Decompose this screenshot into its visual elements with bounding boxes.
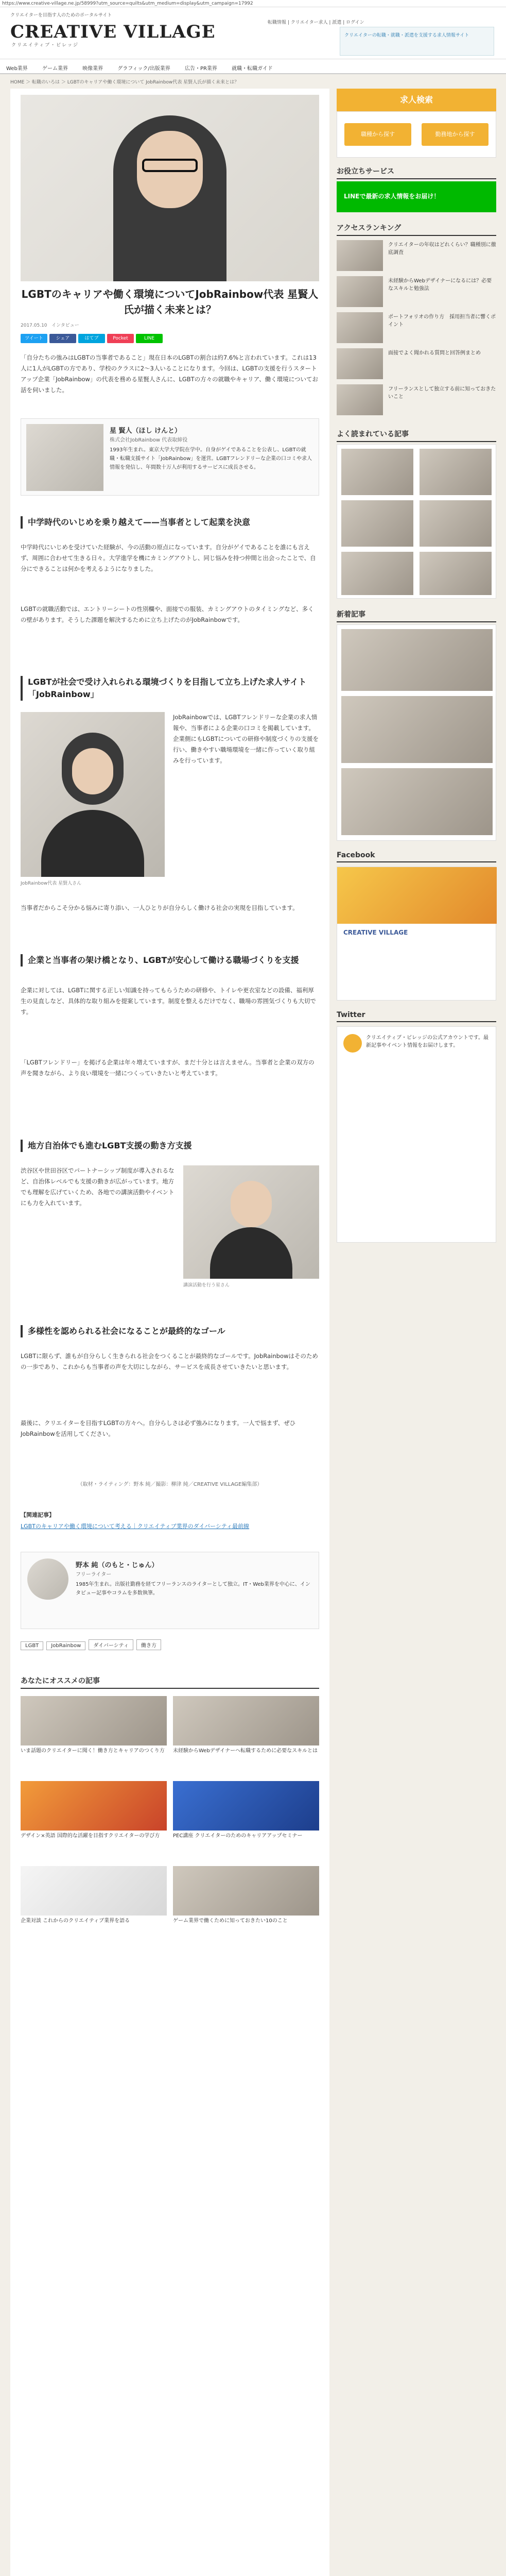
new-article-thumbnail[interactable] <box>341 629 493 691</box>
profile-box <box>21 418 319 496</box>
ranking-thumbnail <box>337 348 383 379</box>
related-heading: 【関連記事】 <box>21 1512 55 1518</box>
recommend-title: 企業対談 これからのクリエイティブ業界を語る <box>21 1918 130 1924</box>
person-body <box>210 1227 292 1279</box>
article-date: 2017.05.10 <box>21 323 47 328</box>
recommend-title: いま話題のクリエイターに聞く！働き方とキャリアのつくり方 <box>21 1748 165 1754</box>
popular-thumbnail[interactable] <box>341 449 413 495</box>
new-article-thumbnail[interactable] <box>341 696 493 763</box>
section-heading-1: 中学時代のいじめを乗り越えて——当事者として起業を決意 <box>21 516 319 529</box>
ranking-title: フリーランスとして独立する前に知っておきたいこと <box>388 386 496 400</box>
header-links[interactable]: 転職情報 | クリエイター求人 | 派遣 | ログイン <box>268 20 364 25</box>
nav-item-ad[interactable]: 広告・PR業界 <box>184 66 217 72</box>
popular-thumbnail[interactable] <box>420 552 492 595</box>
nav-item-game[interactable]: ゲーム業界 <box>42 66 68 72</box>
paragraph-2: LGBTの就職活動では、エントリーシートの性別欄や、面接での服装、カミングアウトのタイミングなど、多くの壁があります。そうした課題を解決するために立ち上げたのがJobRainbowです。 <box>21 605 314 623</box>
site-tagline: クリエイターを目指す人のためのポータルサイト <box>10 13 112 18</box>
tag-list <box>21 1639 319 1650</box>
paragraph-4: 当事者だからこそ分かる悩みに寄り添い、一人ひとりが自分らしく働ける社会の実現を目指しています。 <box>21 904 299 911</box>
ranking-item[interactable] <box>337 274 496 310</box>
recommend-title: デザイン×英語 国際的な活躍を目指すクリエイターの学び方 <box>21 1833 160 1839</box>
recommend-thumbnail <box>21 1781 167 1831</box>
popular-thumbnail[interactable] <box>341 500 413 547</box>
interview-photo-2 <box>183 1165 319 1279</box>
nav-item-web[interactable]: Web業界 <box>6 66 28 72</box>
profile-photo <box>26 424 103 491</box>
facebook-page-name[interactable]: CREATIVE VILLAGE <box>343 929 408 936</box>
ranking-thumbnail <box>337 384 383 415</box>
ranking-item[interactable] <box>337 382 496 418</box>
related-link[interactable]: LGBTのキャリアや働く環境について考える｜クリエイティブ業界のダイバーシティ最前線 <box>21 1523 250 1530</box>
popular-heading: よく読まれている記事 <box>337 429 496 442</box>
site-header <box>0 7 506 59</box>
site-logo-sub: クリエイティブ・ビレッジ <box>11 43 79 48</box>
paragraph-5: 企業に対しては、LGBTに関する正しい知識を持ってもらうための研修や、トイレや更衣室などの設備、福利厚生の見直しなど、具体的な取り組みを提案しています。制度を整えるだけでなく、職場の雰囲気づくりも大切です。 <box>21 987 316 1015</box>
share-hatena-button[interactable]: はてブ <box>78 334 105 343</box>
photo-caption-1: JobRainbow代表 星賢人さん <box>21 881 82 886</box>
site-logo[interactable]: CREATIVE VILLAGE <box>10 22 216 42</box>
nav-item-video[interactable]: 映像業界 <box>82 66 103 72</box>
job-search-box <box>337 111 496 158</box>
breadcrumb[interactable]: HOME ＞ 転職のいろは ＞ LGBTのキャリアや働く環境について JobRainbow代表 星賢人氏が描く未来とは？ <box>10 80 239 85</box>
tag-item[interactable]: ダイバーシティ <box>89 1639 133 1650</box>
share-pocket-button[interactable]: Pocket <box>107 334 134 343</box>
ranking-heading: アクセスランキング <box>337 223 496 236</box>
section-heading-2: LGBTが社会で受け入れられる環境づくりを目指して立ち上げた求人サイト「JobRainbow」 <box>21 676 319 701</box>
person-face <box>72 748 113 794</box>
recommend-thumbnail <box>21 1696 167 1745</box>
hero-image <box>21 95 319 281</box>
popular-thumbnail[interactable] <box>420 449 492 495</box>
recommend-thumbnail <box>21 1866 167 1916</box>
author-avatar <box>27 1558 68 1600</box>
article-meta <box>21 321 319 332</box>
author-text: 1985年生まれ。出版社勤務を経てフリーランスのライターとして独立。IT・Web業界を中心に、インタビュー記事やコラムを多数執筆。 <box>76 1582 310 1596</box>
facebook-widget[interactable] <box>337 867 496 1001</box>
tag-item[interactable]: LGBT <box>21 1641 43 1650</box>
share-twitter-button[interactable]: ツイート <box>21 334 47 343</box>
ranking-list <box>337 238 496 418</box>
search-by-area-button[interactable]: 勤務地から探す <box>422 123 488 146</box>
article-main <box>10 89 329 2576</box>
author-box <box>21 1552 319 1629</box>
ranking-title: 未経験からWebデザイナーになるには？必要なスキルと勉強法 <box>388 278 492 292</box>
new-article-thumbnail[interactable] <box>341 768 493 835</box>
ranking-title: ポートフォリオの作り方 採用担当者に響くポイント <box>388 314 496 328</box>
facebook-cover <box>337 867 497 924</box>
author-role: フリーライター <box>76 1572 112 1578</box>
article-intro: 「自分たちの強みはLGBTの当事者であること」現在日本のLGBTの割合は約7.6%と言われています。これは13人に1人がLGBTの方であり、学校のクラスに2〜3人いることになります。今回は、LGBTの支援を行うスタートアップ企業「JobRainbow」の代表を務める星賢人さんに、LGBTの方々の就職やキャリア、働く環境についてお話を伺いました。 <box>21 354 319 394</box>
person-face <box>231 1181 272 1227</box>
ranking-item[interactable] <box>337 238 496 274</box>
article-category[interactable]: インタビュー <box>51 323 79 328</box>
section-heading-3: 企業と当事者の架け橋となり、LGBTが安心して働ける職場づくりを支援 <box>21 954 319 967</box>
facebook-heading: Facebook <box>337 851 496 862</box>
profile-name: 星 賢人（ほし けんと） <box>110 427 182 435</box>
person-body <box>41 810 144 877</box>
article-title: LGBTのキャリアや働く環境についてJobRainbow代表 星賢人氏が描く未来とは？ <box>21 288 319 316</box>
recommend-card[interactable] <box>173 1781 319 1858</box>
browser-url-bar[interactable]: https://www.creative-village.ne.jp/58999?utm_source=quilts&utm_medium=display&utm_campaign=17992 <box>0 0 506 7</box>
recommend-card[interactable] <box>21 1866 167 1943</box>
ranking-title: クリエイターの年収はどれくらい？職種別に徹底調査 <box>388 242 496 256</box>
recommend-card[interactable] <box>21 1696 167 1773</box>
recommend-title: ゲーム業界で働くために知っておきたい10のこと <box>173 1918 288 1924</box>
recommend-thumbnail <box>173 1781 319 1831</box>
recommend-title: PEC講座 クリエイターのためのキャリアアップセミナー <box>173 1833 303 1839</box>
recommend-heading: あなたにオススメの記事 <box>21 1675 319 1689</box>
new-articles-list <box>337 624 496 841</box>
search-by-type-button[interactable]: 職種から探す <box>344 123 411 146</box>
recommend-thumbnail <box>173 1866 319 1916</box>
ranking-item[interactable] <box>337 310 496 346</box>
service-heading: お役立ちサービス <box>337 166 496 179</box>
glasses-icon <box>142 159 198 172</box>
recommend-thumbnail <box>173 1696 319 1745</box>
profile-role: 株式会社JobRainbow 代表取締役 <box>110 437 188 443</box>
global-nav <box>0 59 506 74</box>
photo-caption-2: 講演活動を行う星さん <box>183 1283 230 1288</box>
tag-item[interactable]: JobRainbow <box>46 1641 85 1650</box>
nav-item-graphic[interactable]: グラフィック/出版業界 <box>117 66 170 72</box>
section-heading-5: 多様性を認められる社会になることが最終的なゴール <box>21 1325 319 1337</box>
tag-item[interactable]: 働き方 <box>136 1639 161 1650</box>
recommend-card[interactable] <box>21 1781 167 1858</box>
ranking-item[interactable] <box>337 346 496 382</box>
header-banner[interactable]: クリエイターの転職・就職・派遣を支援する求人情報サイト <box>340 27 494 56</box>
twitter-widget[interactable] <box>337 1026 496 1243</box>
share-line-button[interactable]: LINE <box>136 334 163 343</box>
ranking-thumbnail <box>337 276 383 307</box>
popular-list <box>337 444 496 599</box>
paragraph-8: LGBTに限らず、誰もが自分らしく生きられる社会をつくることが最終的なゴールです。JobRainbowはそのための一歩であり、これからも当事者の声を大切にしながら、サービスを成長させていきたいと思います。 <box>21 1352 318 1370</box>
new-articles-heading: 新着記事 <box>337 609 496 622</box>
author-name: 野本 純（のもと・じゅん） <box>76 1562 159 1569</box>
ranking-title: 面接でよく聞かれる質問と回答例まとめ <box>388 350 481 356</box>
share-facebook-button[interactable]: シェア <box>49 334 76 343</box>
recommend-title: 未経験からWebデザイナーへ転職するために必要なスキルとは <box>173 1748 318 1754</box>
popular-thumbnail[interactable] <box>420 500 492 547</box>
paragraph-7: 渋谷区や世田谷区でパートナーシップ制度が導入されるなど、自治体レベルでも支援の動きが広がっています。地方でも理解を広げていくため、各地での講演活動やイベントにも力を入れています。 <box>21 1167 175 1207</box>
line-banner[interactable]: LINEで最新の求人情報をお届け！ <box>337 181 496 212</box>
twitter-avatar <box>343 1034 362 1053</box>
twitter-text: クリエイティブ・ビレッジの公式アカウントです。最新記事やイベント情報をお届けします。 <box>366 1035 488 1048</box>
ranking-thumbnail <box>337 312 383 343</box>
nav-item-guide[interactable]: 就職・転職ガイド <box>232 66 273 72</box>
paragraph-6: 「LGBTフレンドリー」を掲げる企業は年々増えていますが、まだ十分とは言えません。当事者と企業の双方の声を聞きながら、より良い環境を一緒につくっていきたいと考えています。 <box>21 1059 315 1077</box>
profile-text: 1993年生まれ。東京大学大学院在学中。自身がゲイであることを公表し、LGBTの就職・転職支援サイト「JobRainbow」を運営。LGBTフレンドリーな企業の口コミや求人情報を発信し、年間数十万人が利用するサービスに成長させる。 <box>110 447 312 470</box>
paragraph-1: 中学時代にいじめを受けていた経験が、今の活動の原点になっています。自分がゲイであることを誰にも言えず、周囲に合わせて生きる日々。大学進学を機にカミングアウトし、同じ悩みを持つ仲間と出会ったことで、自分にできることは何かを考えるようになりました。 <box>21 544 316 572</box>
ranking-thumbnail <box>337 240 383 271</box>
recommend-grid <box>21 1696 319 1954</box>
interview-photo-1 <box>21 712 165 877</box>
popular-thumbnail[interactable] <box>341 552 413 595</box>
twitter-heading: Twitter <box>337 1011 496 1022</box>
recommend-card[interactable] <box>173 1696 319 1773</box>
share-buttons <box>21 334 319 346</box>
paragraph-9: 最後に、クリエイターを目指すLGBTの方々へ。自分らしさは必ず強みになります。一人で悩まず、ぜひJobRainbowを活用してください。 <box>21 1419 296 1437</box>
section-heading-4: 地方自治体でも進むLGBT支援の動き方支援 <box>21 1140 319 1152</box>
article-credit: （取材・ライティング：野本 純／撮影：柳津 純／CREATIVE VILLAGE編集部） <box>77 1482 263 1487</box>
job-search-heading: 求人検索 <box>337 89 496 111</box>
paragraph-3: JobRainbowでは、LGBTフレンドリーな企業の求人情報や、当事者による企業の口コミを掲載しています。企業側にもLGBTについての研修や制度づくりの支援を行い、働きやすい職場環境を一緒に作っていく取り組みを行っています。 <box>173 714 319 764</box>
recommend-card[interactable] <box>173 1866 319 1943</box>
